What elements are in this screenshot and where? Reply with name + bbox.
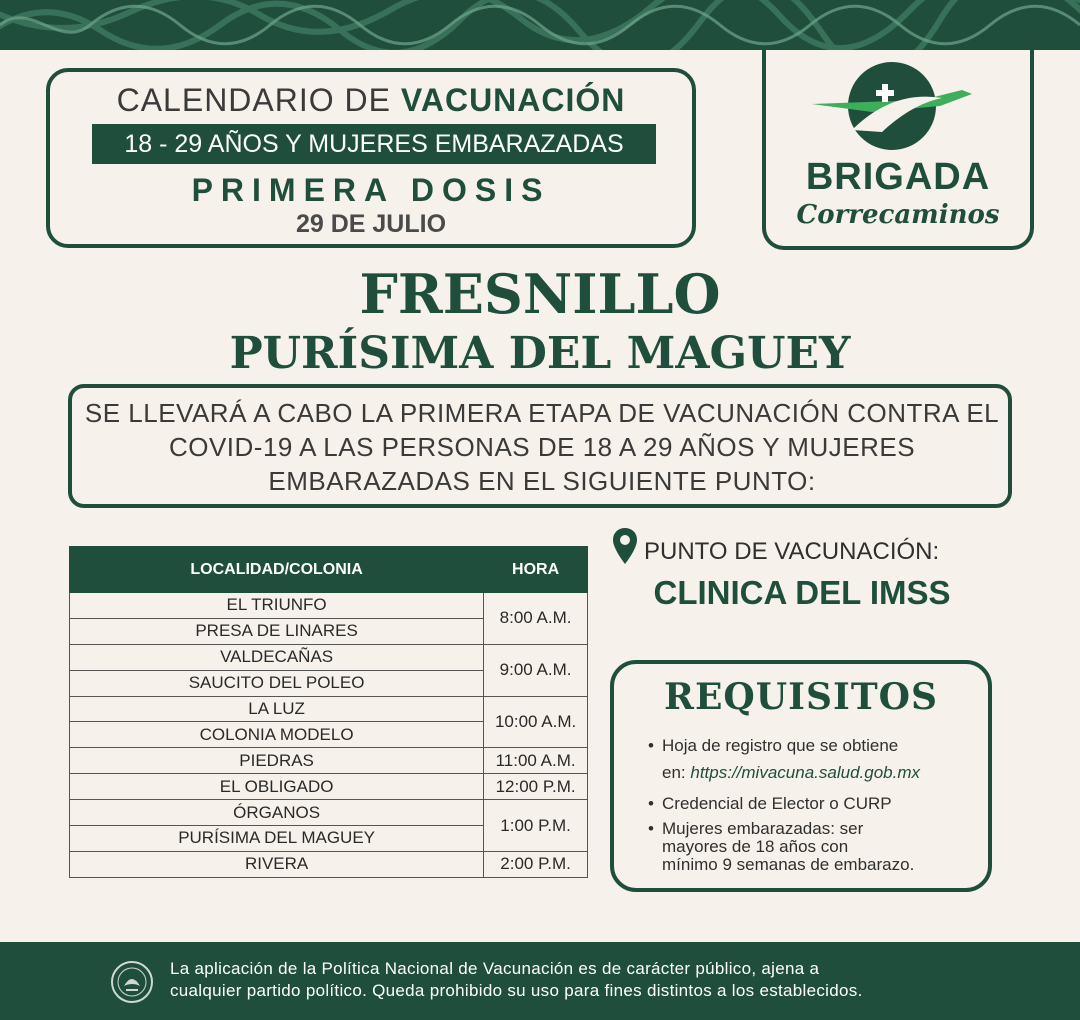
list-item bbox=[648, 732, 978, 786]
calendar-title-strong: VACUNACIÓN bbox=[400, 82, 626, 118]
locality-cell: EL TRIUNFO bbox=[70, 593, 484, 619]
decorative-banner bbox=[0, 0, 1080, 50]
announcement-text: SE LLEVARÁ A CABO LA PRIMERA ETAPA DE VACUNACIÓN CONTRA EL COVID-19 A LAS PERSONAS DE 18 A 29 AÑOS Y MUJERES EMBARAZADAS EN EL SIGUIENTE PUNTO: bbox=[84, 398, 1000, 496]
locality-cell: PIEDRAS bbox=[70, 748, 484, 774]
footer bbox=[0, 942, 1080, 1020]
calendar-subtitle: 18 - 29 AÑOS Y MUJERES EMBARAZADAS bbox=[92, 124, 656, 164]
footer-line-1: La aplicación de la Política Nacional de Vacunación es de carácter público, ajena a bbox=[170, 959, 820, 978]
locality-cell: PURÍSIMA DEL MAGUEY bbox=[70, 826, 484, 852]
requirements-title: REQUISITOS bbox=[664, 676, 938, 718]
requirement-text: Mujeres embarazadas: ser bbox=[662, 819, 864, 838]
header-hour: HORA bbox=[484, 547, 588, 593]
registration-link[interactable]: https://mivacuna.salud.gob.mx bbox=[690, 763, 920, 782]
announcement-box bbox=[68, 384, 1012, 508]
calendar-title bbox=[50, 82, 692, 119]
requirements-box bbox=[610, 660, 992, 892]
footer-line-2: cualquier partido político. Queda prohibido su uso para fines distintos a los establecidos. bbox=[170, 981, 863, 1000]
requirement-link-prefix: en: bbox=[662, 763, 686, 782]
mexico-seal-icon bbox=[110, 960, 154, 1004]
requirement-text: Hoja de registro que se obtiene bbox=[662, 736, 899, 755]
roadrunner-cross-icon bbox=[812, 60, 972, 150]
hour-cell: 11:00 A.M. bbox=[484, 748, 588, 774]
locality-cell: VALDECAÑAS bbox=[70, 644, 484, 670]
locality-cell: ÓRGANOS bbox=[70, 800, 484, 826]
brigade-subname: Correcaminos bbox=[796, 200, 1000, 230]
requirement-text: Credencial de Elector o CURP bbox=[662, 794, 892, 813]
vaccination-point-label: PUNTO DE VACUNACIÓN: bbox=[644, 538, 940, 565]
locality-cell: LA LUZ bbox=[70, 696, 484, 722]
schedule-table bbox=[69, 546, 588, 878]
footer-disclaimer bbox=[170, 958, 1050, 1002]
brigade-name: BRIGADA bbox=[805, 156, 991, 198]
table-row bbox=[70, 748, 588, 774]
table-row bbox=[70, 644, 588, 670]
calendar-header-box bbox=[46, 68, 696, 248]
hour-cell: 1:00 P.M. bbox=[484, 800, 588, 852]
locality-cell: EL OBLIGADO bbox=[70, 774, 484, 800]
table-row bbox=[70, 851, 588, 877]
banner-pattern-icon bbox=[0, 0, 1080, 50]
hour-cell: 12:00 P.M. bbox=[484, 774, 588, 800]
hour-cell: 9:00 A.M. bbox=[484, 644, 588, 696]
location-pin-icon bbox=[612, 527, 638, 565]
list-item bbox=[648, 820, 978, 874]
locality-cell: PRESA DE LINARES bbox=[70, 618, 484, 644]
table-row bbox=[70, 774, 588, 800]
requirement-text: mínimo 9 semanas de embarazo. bbox=[662, 855, 915, 874]
list-item bbox=[648, 792, 978, 816]
brigade-box bbox=[762, 50, 1034, 250]
dose-label: PRIMERA DOSIS bbox=[191, 172, 551, 208]
table-row bbox=[70, 593, 588, 619]
calendar-title-prefix: CALENDARIO DE bbox=[116, 82, 391, 118]
table-row bbox=[70, 800, 588, 826]
table-row bbox=[70, 696, 588, 722]
hour-cell: 2:00 P.M. bbox=[484, 851, 588, 877]
vaccination-point-value: CLINICA DEL IMSS bbox=[653, 574, 951, 611]
locality-cell: SAUCITO DEL POLEO bbox=[70, 670, 484, 696]
locality-cell: COLONIA MODELO bbox=[70, 722, 484, 748]
hour-cell: 8:00 A.M. bbox=[484, 593, 588, 645]
schedule-header-row bbox=[70, 547, 588, 593]
requirement-text: mayores de 18 años con bbox=[662, 837, 849, 856]
header-locality: LOCALIDAD/COLONIA bbox=[70, 547, 484, 593]
city-title: FRESNILLO bbox=[359, 262, 721, 326]
place-title: PURÍSIMA DEL MAGUEY bbox=[229, 328, 851, 379]
event-date: 29 DE JULIO bbox=[295, 210, 447, 238]
locality-cell: RIVERA bbox=[70, 851, 484, 877]
hour-cell: 10:00 A.M. bbox=[484, 696, 588, 748]
requirements-list bbox=[648, 732, 978, 874]
